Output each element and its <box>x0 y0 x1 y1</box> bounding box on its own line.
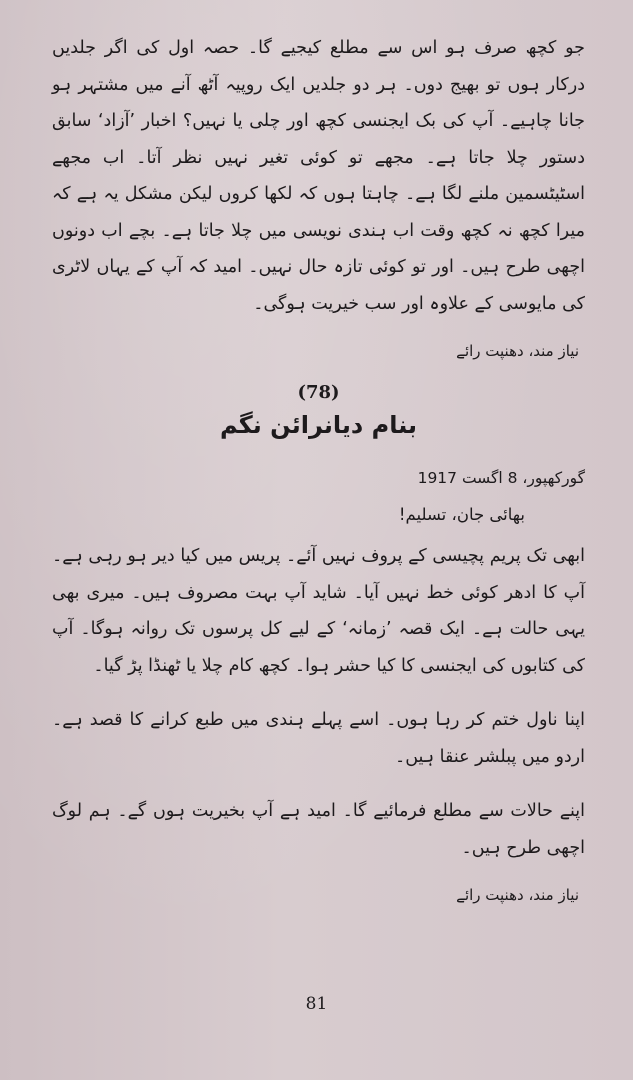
letter-78-signature: نیاز مند، دھنپت رائے <box>456 886 579 904</box>
letter-78-paragraph-1: ابھی تک پریم پچیسی کے پروف نہیں آئے۔ پریس میں کیا دیر ہو رہی ہے۔ آپ کا ادھر کوئی خط نہیں آیا۔ شاید آپ بہت مصروف ہیں۔ میری بھی یہی حالت ہے۔ ایک قصہ ’زمانہ‘ کے لیے کل پرسوں تک روانہ ہوگا۔ آپ کی کتابوں کی ایجنسی کا کیا حشر ہوا۔ کچھ کام چلا یا ٹھنڈا پڑ گیا۔ <box>52 546 585 676</box>
letter-77-paragraph: جو کچھ صرف ہو اس سے مطلع کیجیے گا۔ حصہ اول کی اگر جلدیں درکار ہوں تو بھیج دوں۔ ہر دو جلدیں ایک روپیہ آٹھ آنے میں مشتہر ہو جانا چاہیے۔ آپ کی بک ایجنسی کچھ اور چلی یا نہیں؟ اخبار ’آزاد‘ سابق دستور چلا جاتا ہے۔ مجھے تو کوئی تغیر نہیں نظر آتا۔ اب مجھے اسٹیٹسمین ملنے لگا ہے۔ چاہتا ہوں کہ لکھا کروں لیکن مشکل یہ ہے کہ میرا کچھ نہ کچھ وقت اب ہندی نویسی میں چلا جاتا ہے۔ بچے اب دونوں اچھی طرح ہیں۔ اور تو کوئی تازہ حال نہیں۔ امید کہ آپ کے یہاں لاٹری کی مایوسی کے علاوہ اور سب خیریت ہوگی۔ <box>52 38 585 314</box>
greeting: بھائی جان، تسلیم! <box>398 505 525 524</box>
letter-77-signature: نیاز مند، دھنپت رائے <box>456 342 579 360</box>
letter-77-continuation <box>52 30 585 364</box>
letter-heading: بنام دیانرائن نگم <box>219 411 418 439</box>
place-date-line: گورکھپور، 8 اگست 1917 <box>417 469 585 487</box>
letter-number: (78) <box>297 382 340 403</box>
letter-78-paragraph-2: اپنا ناول ختم کر رہا ہوں۔ اسے پہلے ہندی میں طبع کرانے کا قصد ہے۔ اردو میں پبلشر عنقا ہیں۔ <box>52 710 585 767</box>
letter-78-paragraph-3: اپنے حالات سے مطلع فرمائیے گا۔ امید ہے آپ بخیریت ہوں گے۔ ہم لوگ اچھی طرح ہیں۔ <box>52 801 585 858</box>
page-number: 81 <box>305 994 328 1014</box>
letter-78 <box>52 469 585 908</box>
